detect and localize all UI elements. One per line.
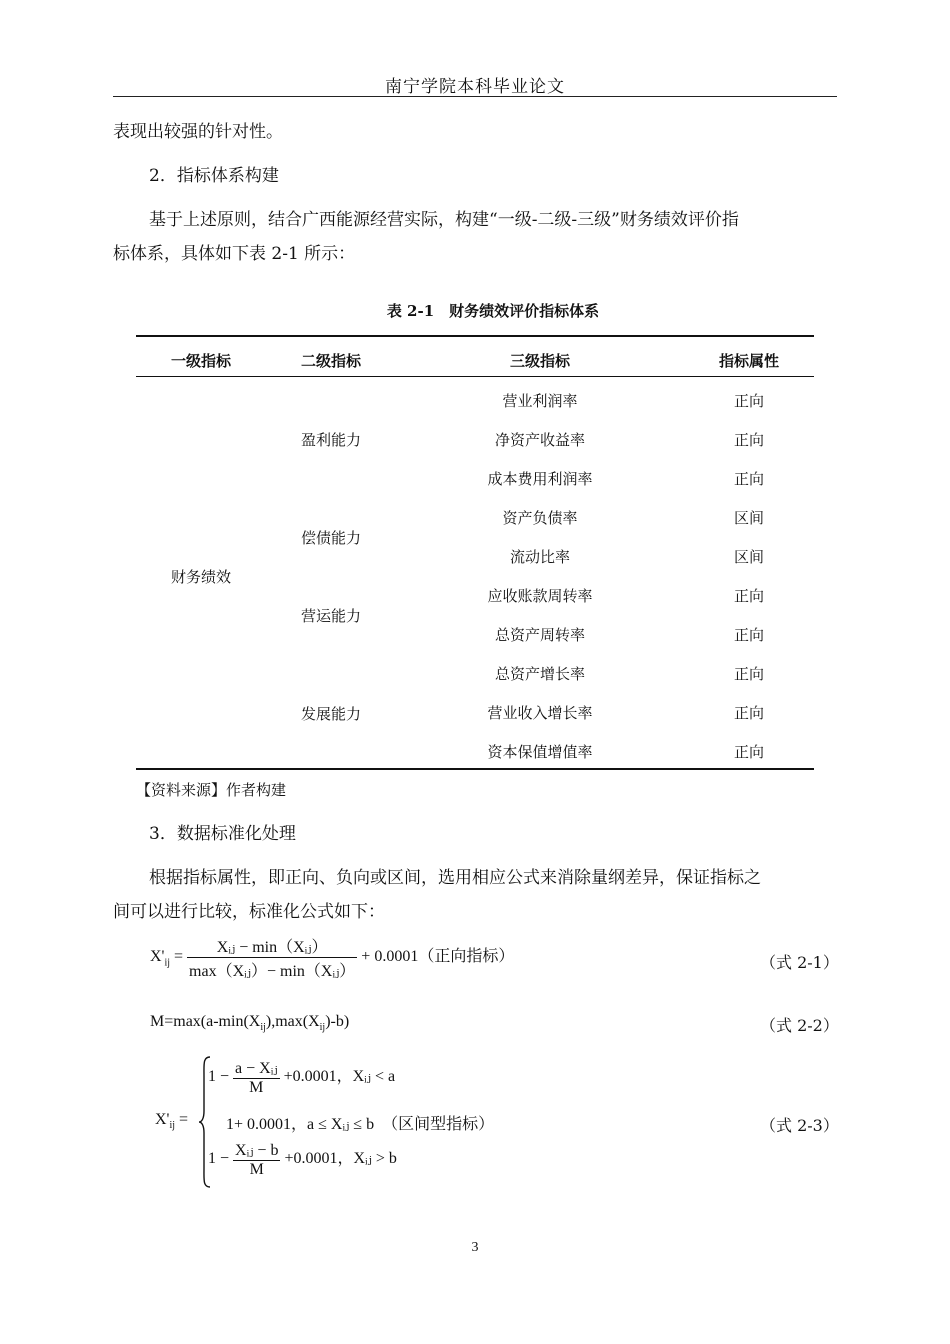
table-cell-attribute: 正向 bbox=[733, 431, 764, 449]
table-header-level3: 三级指标 bbox=[509, 352, 570, 370]
table-caption: 表 2-1 财务绩效评价指标体系 bbox=[386, 302, 600, 320]
table-cell-level2: 偿债能力 bbox=[300, 529, 361, 547]
equation-number: （式 2-2） bbox=[760, 1016, 839, 1035]
formula-2-3-case3 bbox=[208, 1140, 397, 1179]
equation-number: （式 2-1） bbox=[760, 953, 839, 972]
formula-text: +0.0001，Xᵢⱼ < a bbox=[283, 1068, 396, 1086]
table-cell-attribute: 正向 bbox=[733, 626, 764, 644]
formula-2-3-lhs: $X'_{ij}$ = bbox=[155, 1111, 189, 1132]
table-cell-level3: 总资产周转率 bbox=[494, 626, 585, 644]
table-cell-attribute: 区间 bbox=[733, 548, 764, 566]
formula-2-1: $X'_{ij}$ = $\frac{\text{Xᵢⱼ − min（Xᵢⱼ）}}{\text{max（Xᵢⱼ）− min（Xᵢⱼ）}}$ + 0.0001（正向指标） bbox=[150, 934, 514, 981]
table-cell-level3: 资本保值增值率 bbox=[487, 743, 593, 761]
table-cell-attribute: 正向 bbox=[733, 743, 764, 761]
formula-numerator: a − Xᵢⱼ bbox=[235, 1060, 278, 1077]
page-number: 3 bbox=[471, 1240, 479, 1255]
table-header-level2: 二级指标 bbox=[300, 352, 361, 370]
formula-fraction bbox=[233, 1058, 280, 1097]
table-cell-level3: 总资产增长率 bbox=[494, 665, 585, 683]
table-cell-attribute: 正向 bbox=[733, 470, 764, 488]
paragraph-line: 标体系，具体如下表 2-1 所示： bbox=[113, 244, 356, 264]
table-cell-level3: 成本费用利润率 bbox=[487, 470, 593, 488]
table-cell-attribute: 区间 bbox=[733, 509, 764, 527]
table-header-attribute: 指标属性 bbox=[718, 352, 779, 370]
table-cell-level3: 营业收入增长率 bbox=[487, 704, 593, 722]
formula-text: M=max(a-min(X bbox=[150, 1013, 261, 1030]
formula-subscript: ij bbox=[260, 1022, 266, 1034]
table-header-level1: 一级指标 bbox=[170, 352, 231, 370]
table-cell-attribute: 正向 bbox=[733, 392, 764, 410]
table-cell-level3: 流动比率 bbox=[509, 548, 570, 566]
table-cell-level2: 营运能力 bbox=[300, 607, 361, 625]
formula-denominator: max（Xᵢⱼ）− min（Xᵢⱼ） bbox=[189, 963, 356, 980]
formula-text: )-b) bbox=[325, 1013, 350, 1030]
formula-text: +0.0001，Xᵢⱼ > b bbox=[284, 1150, 397, 1168]
table-cell-level3: 资产负债率 bbox=[502, 509, 578, 527]
paragraph-line: 间可以进行比较，标准化公式如下： bbox=[113, 902, 385, 922]
paragraph-line: 基于上述原则，结合广西能源经营实际，构建“一级-二级-三级”财务绩效评价指 bbox=[149, 210, 739, 230]
section-heading-3: 3．数据标准化处理 bbox=[149, 824, 296, 844]
table-cell-level2: 盈利能力 bbox=[300, 431, 361, 449]
formula-text: 1 − bbox=[208, 1068, 230, 1086]
formula-lhs: X' bbox=[155, 1111, 170, 1128]
table-source-note: 【资料来源】作者构建 bbox=[136, 781, 287, 799]
table-bottom-rule bbox=[136, 768, 814, 770]
formula-2-2 bbox=[150, 1013, 349, 1033]
table-cell-level3: 营业利润率 bbox=[502, 392, 578, 410]
equation-number: （式 2-3） bbox=[760, 1116, 839, 1135]
formula-text: ),max(X bbox=[265, 1013, 320, 1030]
paragraph-line: 根据指标属性，即正向、负向或区间，选用相应公式来消除量纲差异，保证指标之 bbox=[149, 868, 761, 888]
formula-lhs: X' bbox=[150, 948, 165, 966]
table-cell-attribute: 正向 bbox=[733, 587, 764, 605]
paragraph-continuation: 表现出较强的针对性。 bbox=[113, 122, 283, 142]
formula-2-3-case1 bbox=[208, 1058, 395, 1097]
header-rule bbox=[113, 96, 837, 97]
formula-numerator: Xᵢⱼ − min（Xᵢⱼ） bbox=[187, 934, 357, 958]
formula-numerator: Xᵢⱼ − b bbox=[235, 1142, 279, 1159]
formula-subscript: ij bbox=[164, 957, 170, 969]
table-header-rule bbox=[136, 376, 814, 377]
section-heading-2: 2．指标体系构建 bbox=[149, 166, 279, 186]
formula-subscript: ij bbox=[319, 1022, 326, 1034]
table-cell-level2: 发展能力 bbox=[300, 705, 361, 723]
formula-denominator: M bbox=[249, 1161, 264, 1178]
formula-fraction bbox=[187, 934, 357, 981]
table-cell-attribute: 正向 bbox=[733, 704, 764, 722]
table-cell-level3: 净资产收益率 bbox=[494, 431, 585, 449]
formula-fraction bbox=[233, 1140, 280, 1179]
formula-text: 1 − bbox=[208, 1150, 230, 1168]
formula-tail: + 0.0001（正向指标） bbox=[361, 948, 515, 966]
running-header: 南宁学院本科毕业论文 bbox=[385, 77, 565, 97]
formula-subscript: ij bbox=[169, 1120, 175, 1132]
table-cell-attribute: 正向 bbox=[733, 665, 764, 683]
table-cell-level3: 应收账款周转率 bbox=[487, 587, 593, 605]
table-top-rule bbox=[136, 335, 814, 337]
formula-denominator: M bbox=[249, 1079, 264, 1096]
table-cell-level1: 财务绩效 bbox=[170, 568, 231, 586]
formula-2-3-case2: 1+ 0.0001，a ≤ Xᵢⱼ ≤ b （区间型指标） bbox=[226, 1116, 495, 1133]
